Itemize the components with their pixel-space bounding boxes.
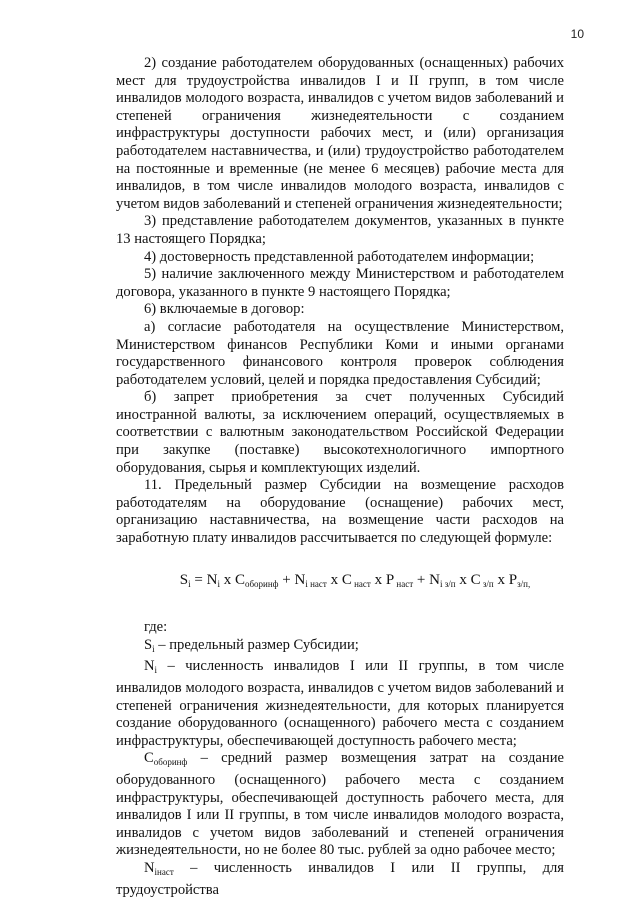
definition-ni: $N_i$ – численность инвалидов I или II группы, в том числе инвалидов молодого возраста, инвалидов с учетом видов заболеваний и степеней ограничения жизнедеятельности, для которых планируется создание оборудованного (оснащенного) рабочего места с созданием инфраструктуры, обеспечивающей доступность рабочего места; (116, 658, 564, 749)
paragraph-item-6: 6) включаемые в договор: (144, 301, 305, 318)
subsidy-formula: $S_i = N_i$ x $C_{оборинф} + N_{i наст}$ x C $_{наст}$ x P $_{наст} + N_{i з/п}$ x C $_{з/п}$ x $P_{з/п,}$ (179, 571, 531, 589)
paragraph-item-5: 5) наличие заключенного между Министерством и работодателем договора, указанного в пункте 9 настоящего Порядка; (116, 266, 564, 300)
definition-ni-nast: $N_{iнаст}$ – численность инвалидов I или II группы, для трудоустройства (116, 859, 564, 898)
paragraph-item-4: 4) достоверность представленной работодателем информации; (144, 248, 535, 265)
paragraph-item-2: 2) создание работодателем оборудованных (оснащенных) рабочих мест для трудоустройства инвалидов I и II групп, в том числе инвалидов молодого возраста, инвалидов с учетом видов заболеваний и степеней ограничения жизнедеятельности с созданием инфраструктуры доступности рабочих мест, и (или) организация работодателем наставничества, и (или) трудоустройство работодателем на постоянные и временные (не менее 6 месяцев) рабочие места для инвалидов, в том числе инвалидов молодого возраста, инвалидов с учетом видов заболеваний и степеней ограничения жизнедеятельности; (116, 55, 564, 212)
document-body (116, 55, 564, 899)
paragraph-item-3: 3) представление работодателем документов, указанных в пункте 13 настоящего Порядка; (116, 213, 564, 247)
definition-c-oborinf: $C_{оборинф}$ – средний размер возмещения затрат на создание оборудованного (оснащенного) рабочего места с созданием инфраструктуры, обеспечивающей доступность рабочего места, для инвалидов I или II группы, в том числе инвалидов молодого возраста, инвалидов с учетом видов заболеваний и степеней ограничения жизнедеятельности, но не более 80 тыс. рублей за одно рабочее место; (116, 750, 564, 859)
where-label: где: (144, 619, 168, 636)
paragraph-item-6b: б) запрет приобретения за счет полученных Субсидий иностранной валюты, за исключением операций, осуществляемых в соответствии с валютным законодательством Российской Федерации при закупке (поставке) высокотехнологичного импортного оборудования, сырья и комплектующих изделий. (116, 389, 564, 476)
paragraph-item-6a: а) согласие работодателя на осуществление Министерством, Министерством финансов Республики Коми и иными органами государственного финансового контроля проверок соблюдения работодателем условий, целей и порядка предоставления Субсидий; (116, 318, 564, 388)
page-number: 10 (570, 27, 584, 41)
paragraph-clause-11: 11. Предельный размер Субсидии на возмещение расходов работодателям на оборудование (оснащение) рабочих мест, организацию наставничества, на возмещение части расходов на заработную плату инвалидов рассчитывается по следующей формуле: (116, 477, 564, 547)
definition-si: $S_i$ – предельный размер Субсидии; (144, 636, 359, 654)
